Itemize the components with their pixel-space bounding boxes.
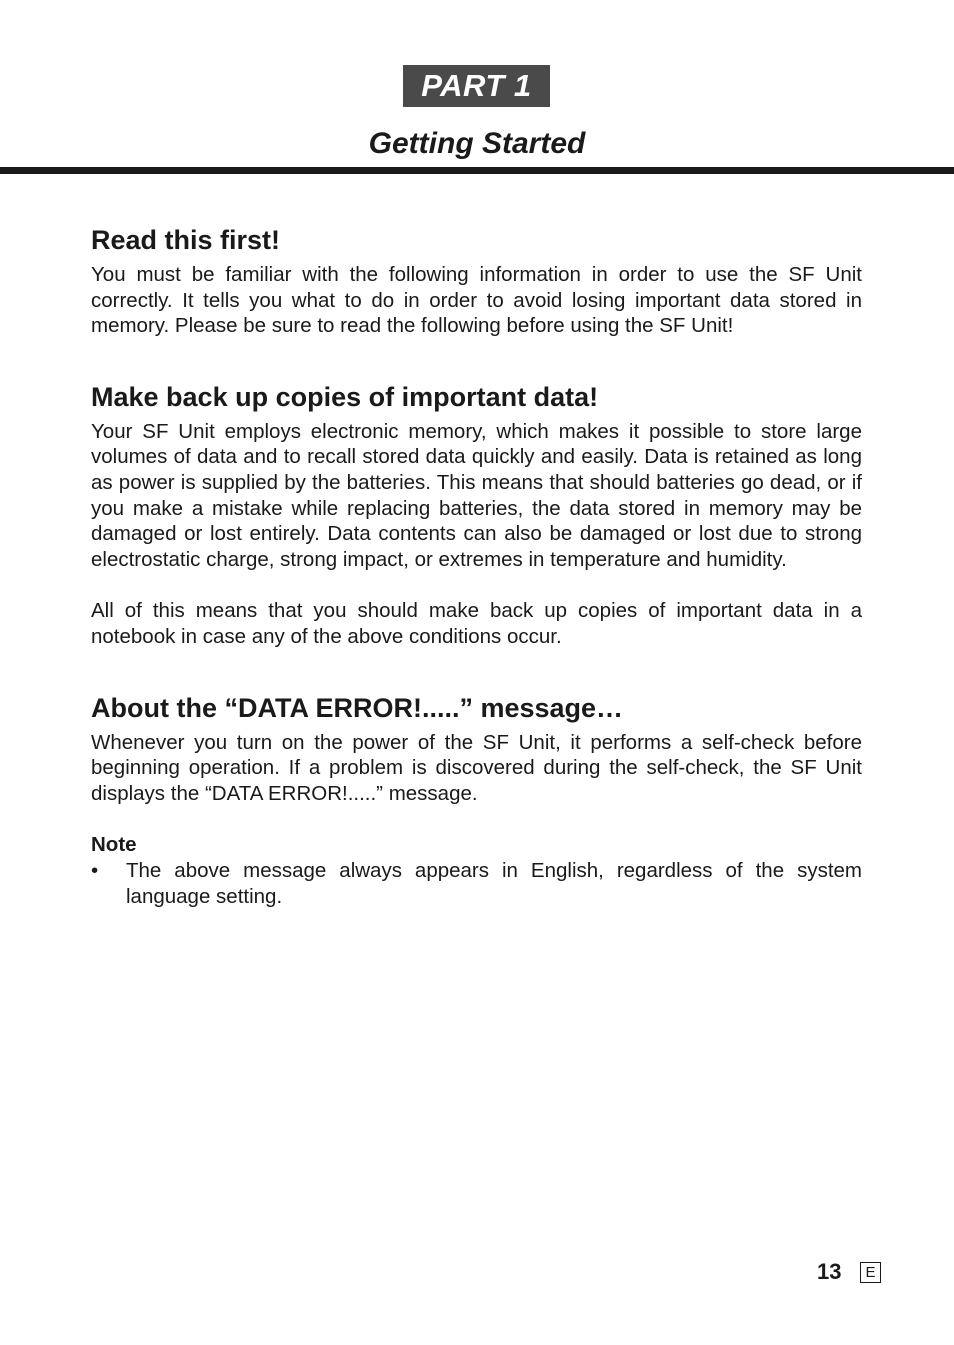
paragraph: You must be familiar with the following information in order to use the SF Unit correctly. It tells you what to do in order to avoid losing important data stored in memory. Please be sure to read the following before using the SF Unit! [91,263,862,338]
paragraph: Whenever you turn on the power of the SF Unit, it performs a self-check before beginning operation. If a problem is discovered during the self-check, the SF Unit displays the “DATA ERROR!.....” message. [91,730,862,805]
section-backup-copies [91,379,862,650]
note-label: Note [91,833,137,857]
note-bullet-item [91,858,862,909]
section-heading: About the “DATA ERROR!.....” message… [91,692,624,723]
page-content [91,222,862,909]
section-heading: Make back up copies of important data! [91,381,599,412]
section-read-this-first [91,222,862,339]
page-number: 13 [817,1259,842,1284]
paragraph: Your SF Unit employs electronic memory, which makes it possible to store large volumes of data and to recall stored data quickly and easily. Data is retained as long as power is supplied by the batteries. This means that should batteries go dead, or if you make a mistake while replacing batteries, the data stored in memory may be damaged or lost entirely. Data contents can also be damaged or lost due to strong electrostatic charge, strong impact, or extremes in temperature and humidity. [91,419,862,571]
language-code-box: E [860,1262,881,1283]
section-heading: Read this first! [91,225,281,255]
note-text: The above message always appears in English, regardless of the system language setting. [126,858,862,908]
part-badge: PART 1 [403,65,550,107]
paragraph: All of this means that you should make back up copies of important data in a notebook in case any of the above conditions occur. [91,599,862,648]
chapter-title: Getting Started [368,127,586,160]
bullet-icon: • [91,858,99,882]
title-rule [0,167,954,174]
section-data-error [91,690,862,910]
